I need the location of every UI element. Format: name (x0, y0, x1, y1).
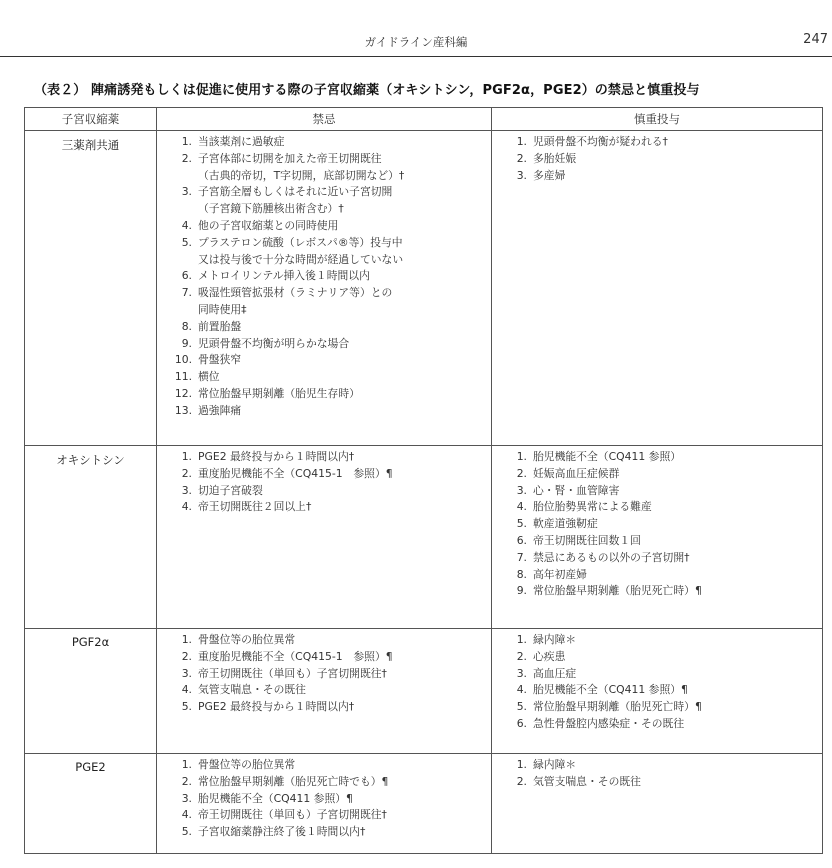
item-text: 子宮筋全層もしくはそれに近い子宮切開 （子宮鏡下筋腫核出術含む）† (198, 185, 393, 216)
list-item (508, 151, 822, 168)
list-item (508, 168, 822, 185)
item-text: 帝王切開既往（単回も）子宮切開既往† (198, 666, 387, 680)
item-text: 高血圧症 (533, 666, 577, 680)
item-number: 10. (174, 353, 192, 367)
item-text: 緑内障＊ (533, 758, 577, 771)
item-number: 3. (516, 168, 527, 182)
cautions-cell (492, 629, 823, 754)
item-text: 常位胎盤早期剝離（胎児死亡時）¶ (533, 584, 702, 598)
table-row (25, 629, 823, 754)
list-item (508, 134, 822, 151)
list-item (508, 499, 822, 516)
item-number: 1. (516, 450, 527, 463)
running-header (0, 0, 832, 57)
item-number: 3. (181, 791, 192, 805)
running-title: ガイドライン産科編 (364, 35, 468, 49)
item-number: 1. (516, 758, 527, 771)
item-number: 3. (181, 483, 192, 497)
list-item (173, 235, 491, 269)
item-number: 6. (516, 533, 527, 547)
item-text: 横位 (198, 370, 220, 384)
list-item (508, 774, 822, 791)
item-number: 5. (516, 517, 527, 531)
item-number: 1. (181, 135, 192, 148)
item-number: 3. (181, 185, 192, 199)
item-text: 当該薬剤に過敏症 (198, 135, 285, 148)
cautions-cell (492, 446, 823, 629)
item-text: プラステロン硫酸（レボスパ®等）投与中 又は投与後で十分な時間が経過していない (198, 235, 404, 266)
item-text: 他の子宮収縮薬との同時使用 (198, 218, 339, 232)
item-number: 1. (181, 450, 192, 463)
contraindications-cell (157, 131, 492, 446)
list-item (508, 649, 822, 666)
item-text: 妊娠高血圧症候群 (533, 466, 620, 480)
list-item (173, 449, 491, 466)
item-number: 2. (516, 466, 527, 480)
item-text: 気管支喘息・その既往 (198, 683, 306, 697)
item-text: 胎児機能不全（CQ411 参照）¶ (198, 791, 353, 805)
list-item (173, 757, 491, 774)
drug-name-cell: オキシトシン (25, 446, 157, 629)
list-item (508, 533, 822, 550)
item-text: 多胎妊娠 (533, 151, 577, 165)
item-text: 禁忌にあるもの以外の子宮切開† (533, 550, 690, 564)
item-text: 帝王切開既往（単回も）子宮切開既往† (198, 808, 387, 822)
item-number: 2. (181, 151, 192, 165)
list-item (173, 666, 491, 683)
item-number: 12. (174, 386, 192, 400)
item-text: 骨盤位等の胎位異常 (198, 633, 296, 646)
item-text: 子宮収縮薬静注終了後１時間以内† (198, 825, 366, 839)
item-number: 2. (181, 774, 192, 788)
list-item (173, 682, 491, 699)
item-text: 胎位胎勢異常による難産 (533, 500, 652, 514)
list-item (173, 466, 491, 483)
contraindications-cell (157, 446, 492, 629)
list-item (508, 466, 822, 483)
list-item (173, 319, 491, 336)
list-item (173, 649, 491, 666)
list-item (508, 516, 822, 533)
item-number: 11. (174, 370, 192, 384)
list-item (508, 550, 822, 567)
item-number: 5. (181, 235, 192, 249)
item-number: 4. (181, 218, 192, 232)
list-item (508, 483, 822, 500)
item-text: 緑内障＊ (533, 633, 577, 646)
contraindication-list (157, 446, 491, 519)
item-text: 気管支喘息・その既往 (533, 774, 641, 788)
item-text: 前置胎盤 (198, 319, 242, 333)
drug-name-cell: PGF2α (25, 629, 157, 754)
item-number: 9. (516, 584, 527, 598)
item-number: 6. (181, 269, 192, 283)
list-item (173, 483, 491, 500)
item-number: 7. (516, 550, 527, 564)
item-number: 2. (181, 466, 192, 480)
item-text: 常位胎盤早期剝離（胎児死亡時でも）¶ (198, 774, 389, 788)
item-text: 高年初産婦 (533, 567, 587, 581)
item-text: 帝王切開既往２回以上† (198, 500, 312, 514)
page-number: 247 (803, 32, 828, 47)
list-item (173, 403, 491, 420)
list-item (173, 369, 491, 386)
list-item (173, 824, 491, 841)
item-number: 1. (181, 633, 192, 646)
list-item (173, 632, 491, 649)
list-item (508, 757, 822, 774)
drug-name-cell: 三薬剤共通 (25, 131, 157, 446)
item-text: 心・腎・血管障害 (533, 483, 620, 497)
list-item (173, 268, 491, 285)
item-text: 子宮体部に切開を加えた帝王切開既往 （古典的帝切，T字切開，底部切開など）† (198, 151, 405, 182)
table-row (25, 754, 823, 854)
table-body (25, 131, 823, 854)
item-number: 4. (181, 500, 192, 514)
list-item (508, 583, 822, 600)
list-item (173, 386, 491, 403)
item-number: 2. (516, 151, 527, 165)
item-number: 6. (516, 716, 527, 730)
item-number: 4. (516, 683, 527, 697)
item-number: 9. (181, 336, 192, 350)
caution-list (492, 629, 822, 736)
item-number: 5. (516, 700, 527, 714)
list-item (508, 716, 822, 733)
list-item (173, 699, 491, 716)
item-text: 骨盤位等の胎位異常 (198, 758, 296, 771)
list-item (173, 218, 491, 235)
item-text: メトロイリンテル挿入後１時間以内 (198, 269, 370, 283)
list-item (508, 682, 822, 699)
list-item (508, 449, 822, 466)
list-item (173, 134, 491, 151)
item-text: 吸湿性頸管拡張材（ラミナリア等）との 同時使用‡ (198, 286, 393, 316)
cautions-cell (492, 131, 823, 446)
item-text: 帝王切開既往回数１回 (533, 533, 641, 547)
item-text: 常位胎盤早期剝離（胎児生存時） (198, 386, 360, 400)
contraindication-list (157, 754, 491, 844)
table-row (25, 131, 823, 446)
list-item (173, 807, 491, 824)
item-number: 8. (516, 567, 527, 581)
caution-list (492, 131, 822, 187)
item-text: 心疾患 (533, 649, 566, 663)
item-text: 軟産道強靭症 (533, 517, 598, 531)
item-number: 13. (174, 403, 192, 417)
item-number: 4. (181, 683, 192, 697)
item-number: 3. (516, 666, 527, 680)
contraindications-cell (157, 754, 492, 854)
list-item (173, 774, 491, 791)
item-number: 1. (516, 633, 527, 646)
list-item (173, 151, 491, 185)
item-text: 骨盤狭窄 (198, 353, 242, 367)
item-text: 急性骨盤腔内感染症・その既往 (533, 716, 685, 730)
list-item (173, 285, 491, 319)
list-item (173, 791, 491, 808)
item-number: 5. (181, 700, 192, 714)
item-number: 3. (516, 483, 527, 497)
contraindications-cell (157, 629, 492, 754)
item-text: PGE2 最終投与から１時間以内† (198, 700, 355, 714)
item-text: 切迫子宮破裂 (198, 483, 263, 497)
list-item (508, 632, 822, 649)
item-number: 2. (516, 774, 527, 788)
list-item (173, 184, 491, 218)
contraindication-table (24, 107, 823, 854)
list-item (508, 567, 822, 584)
item-number: 4. (181, 808, 192, 822)
item-text: 重度胎児機能不全（CQ415-1 参照）¶ (198, 466, 393, 480)
item-text: 児頭骨盤不均衡が疑われる† (533, 135, 668, 148)
item-text: 児頭骨盤不均衡が明らかな場合 (198, 336, 350, 350)
contraindication-list (157, 629, 491, 719)
item-number: 7. (181, 286, 192, 300)
table-caption: （表２） 陣痛誘発もしくは促進に使用する際の子宮収縮薬（オキシトシン，PGF2α，PGE2）の禁忌と慎重投与 (34, 83, 700, 98)
list-item (173, 352, 491, 369)
item-number: 8. (181, 319, 192, 333)
item-number: 2. (516, 649, 527, 663)
item-text: 多産婦 (533, 168, 566, 182)
contraindication-list (157, 131, 491, 423)
column-header-contraindications: 禁忌 (157, 108, 492, 131)
item-text: 胎児機能不全（CQ411 参照） (533, 450, 682, 463)
list-item (508, 666, 822, 683)
item-text: PGE2 最終投与から１時間以内† (198, 450, 355, 463)
cautions-cell (492, 754, 823, 854)
column-header-cautions: 慎重投与 (492, 108, 823, 131)
item-number: 5. (181, 825, 192, 839)
list-item (173, 336, 491, 353)
item-text: 常位胎盤早期剝離（胎児死亡時）¶ (533, 700, 702, 714)
item-text: 胎児機能不全（CQ411 参照）¶ (533, 683, 688, 697)
drug-name-cell: PGE2 (25, 754, 157, 854)
item-text: 過強陣痛 (198, 403, 242, 417)
item-number: 4. (516, 500, 527, 514)
list-item (508, 699, 822, 716)
caution-list (492, 446, 822, 603)
table-row (25, 446, 823, 629)
table-header-row (25, 108, 823, 131)
item-number: 3. (181, 666, 192, 680)
caution-list (492, 754, 822, 794)
item-number: 1. (181, 758, 192, 771)
item-number: 1. (516, 135, 527, 148)
item-number: 2. (181, 649, 192, 663)
column-header-drug: 子宮収縮薬 (25, 108, 157, 131)
item-text: 重度胎児機能不全（CQ415-1 参照）¶ (198, 649, 393, 663)
list-item (173, 499, 491, 516)
